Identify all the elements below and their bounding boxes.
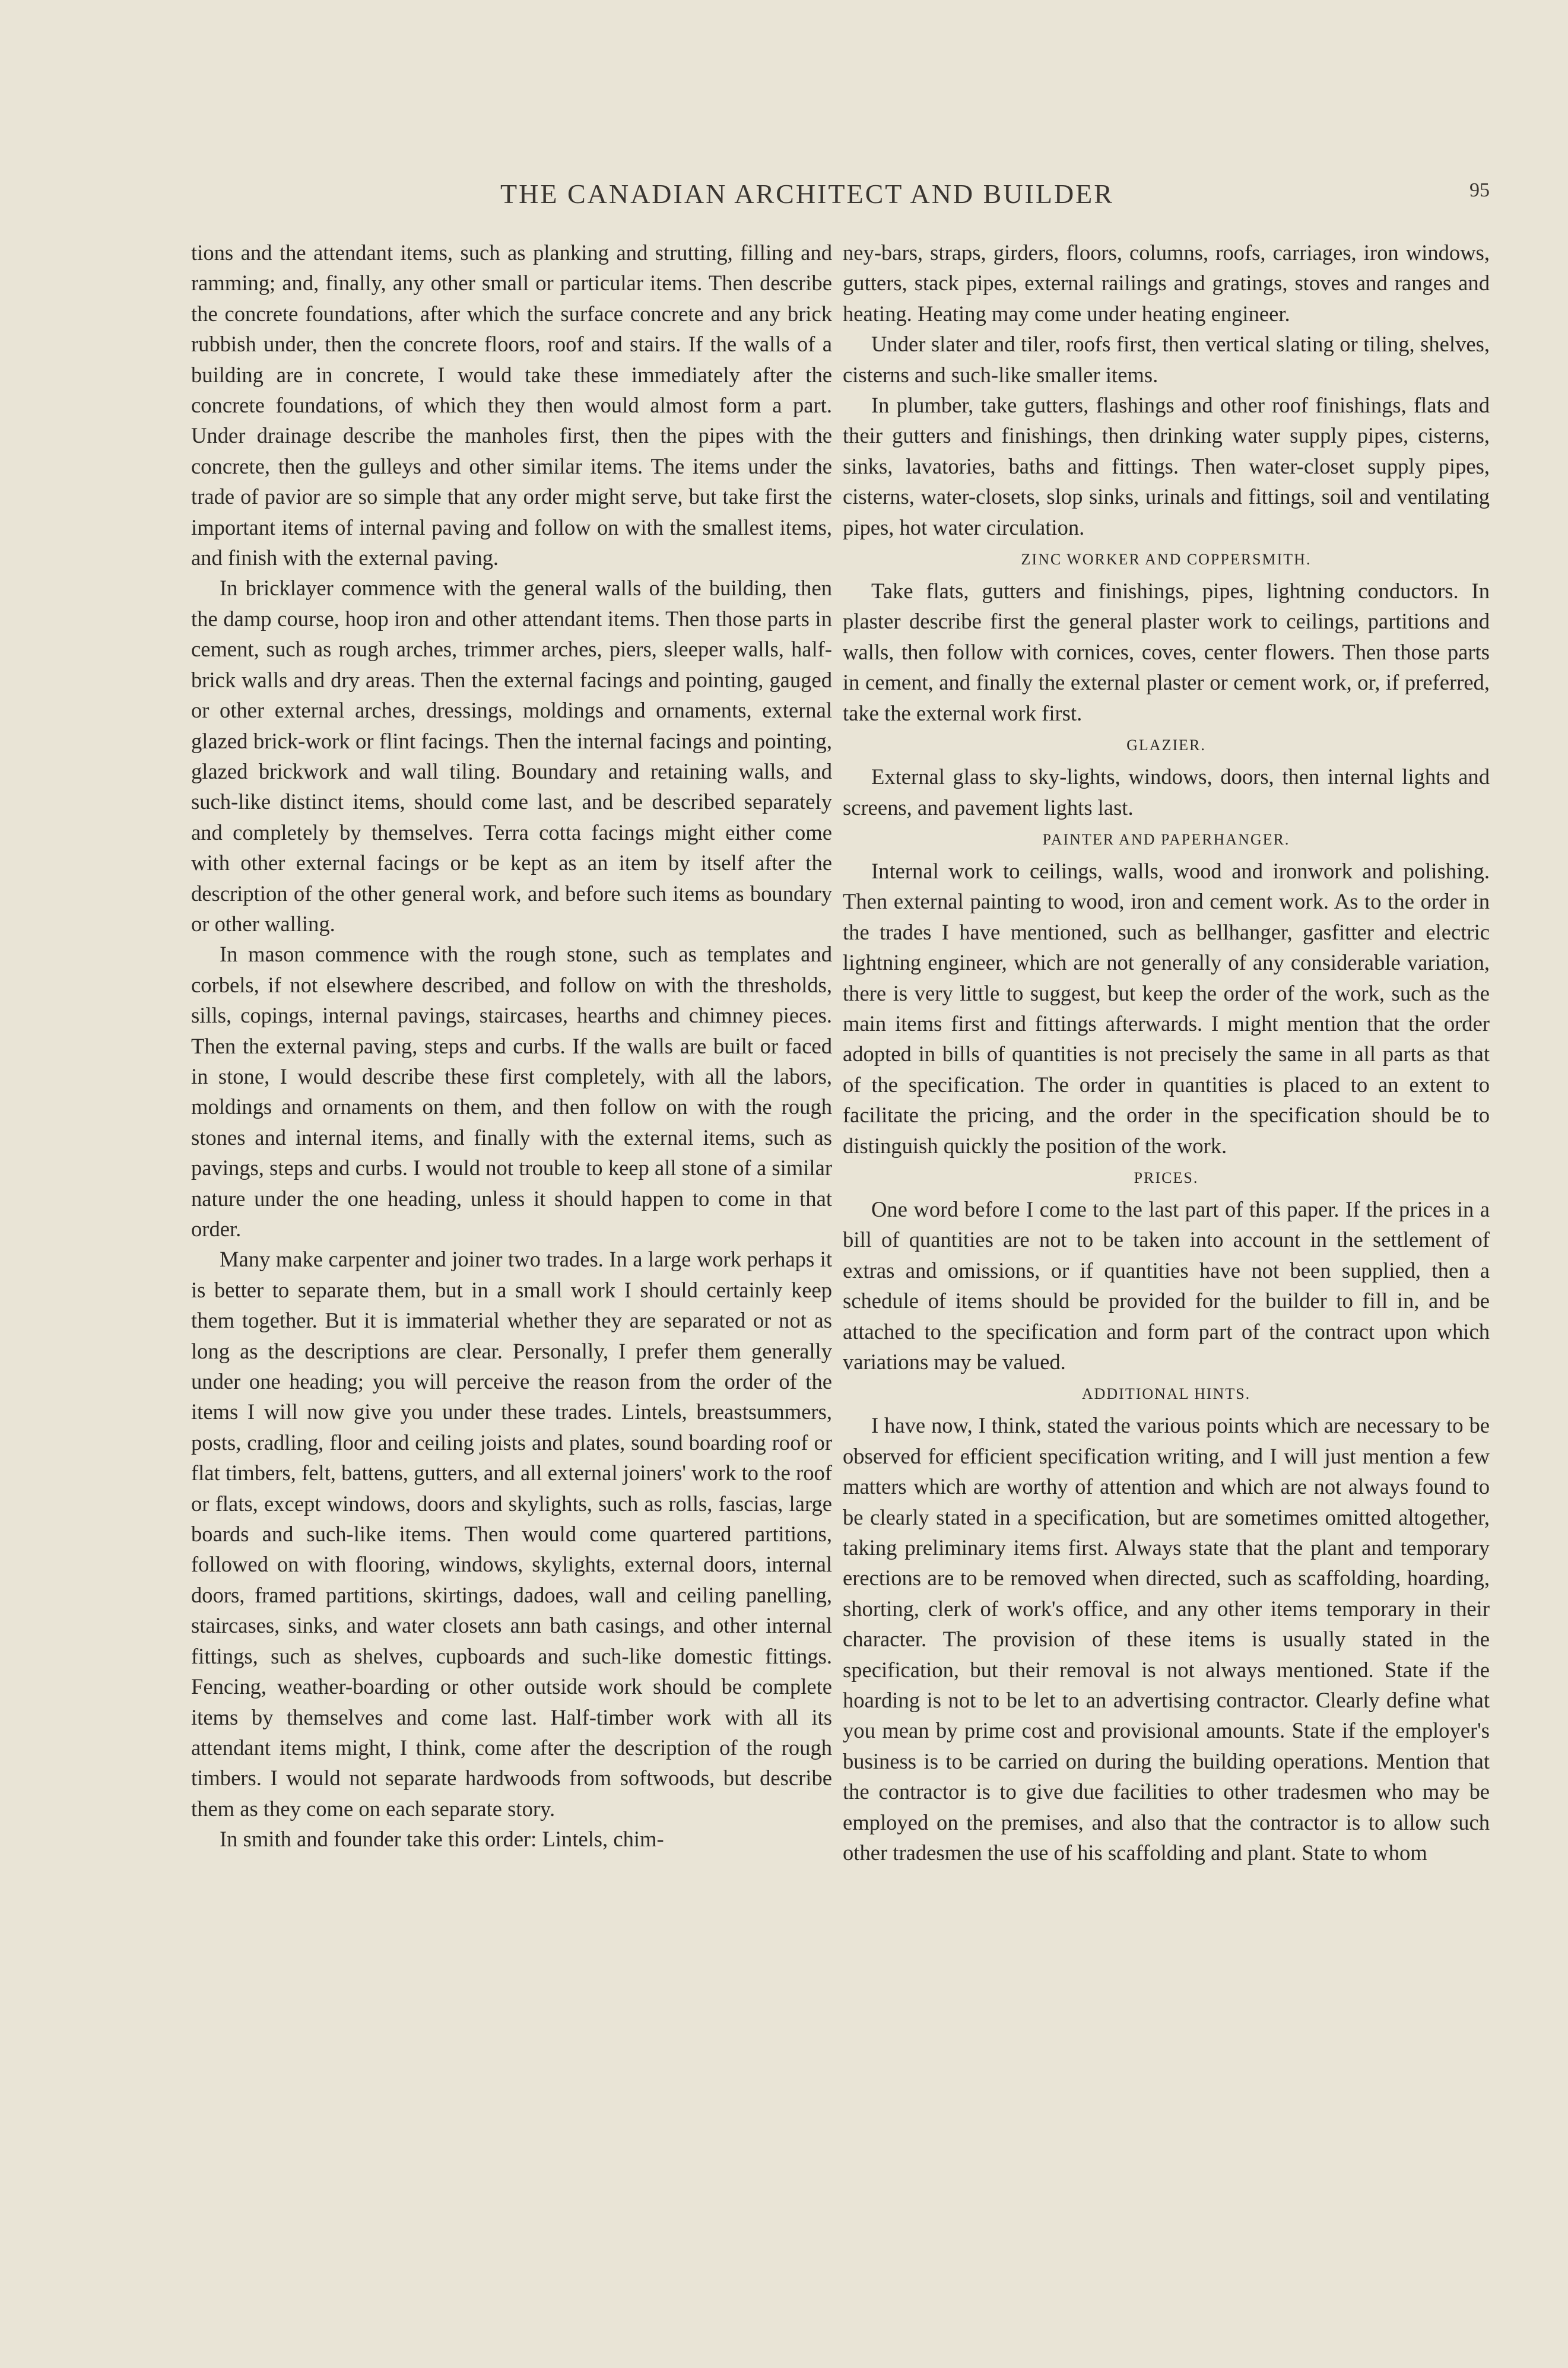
right-column xyxy=(843,237,1490,1868)
paragraph: Internal work to ceilings, walls, wood and ironwork and polishing. Then external painting to wood, iron and cement work. As to the order in the trades I have mentioned, such as bellhanger, gasfitter and electric lightning engineer, which are not generally of any considerable variation, there is very little to suggest, but keep the order of the work, such as the main items first and fittings afterwards. I might mention that the order adopted in bills of quantities is not precisely the same in all parts as that of the specification. The order in quantities is placed to an extent to facilitate the pricing, and the order in the specification should be to distinguish quickly the position of the work. xyxy=(843,858,1490,1158)
section-heading: GLAZIER. xyxy=(1126,737,1206,754)
running-title: THE CANADIAN ARCHITECT AND BUILDER xyxy=(500,179,1114,209)
paragraph: Many make carpenter and joiner two trades. In a large work perhaps it is better to separate them, but in a small work I should certainly keep them together. But it is immaterial whether they are separated or not as long as the descriptions are clear. Personally, I prefer them generally under one heading; you will perceive the reason from the order of the items I will now give you under these trades. Lintels, breastsummers, posts, cradling, floor and ceiling joists and plates, sound boarding roof or flat timbers, felt, battens, gutters, and all external joiners' work to the roof or flats, except windows, doors and skylights, such as rolls, fascias, large boards and such-like items. Then would come quartered partitions, followed on with flooring, windows, skylights, external doors, internal doors, framed partitions, skirtings, dadoes, wall and ceiling panelling, staircases, sinks, and water closets ann bath casings, and other internal fittings, such as shelves, cupboards and such-like domestic fittings. Fencing, weather-boarding or other outside work should be complete items by themselves and come last. Half-timber work with all its attendant items might, I think, come after the description of the rough timbers. I would not separate hardwoods from softwoods, but describe them as they come on each separate story. xyxy=(191,1247,832,1821)
paragraph: In bricklayer commence with the general walls of the building, then the damp course, hoop iron and other attendant items. Then those parts in cement, such as rough arches, trimmer arches, piers, sleeper walls, half-brick walls and dry areas. Then the external facings and pointing, gauged or other external arches, dressings, moldings and ornaments, external glazed brick-work or flint facings. Then the internal facings and pointing, glazed brickwork and wall tiling. Boundary and retaining walls, and such-like distinct items, should come last, and be described separately and completely by themselves. Terra cotta facings might either come with other external facings or be kept as an item by itself after the description of the other general work, and before such items as boundary or other walling. xyxy=(191,576,832,936)
paragraph: In plumber, take gutters, flashings and other roof finishings, flats and their gutters and finishings, then drinking water supply pipes, cisterns, sinks, lavatories, baths and fittings. Then water-closet supply pipes, cisterns, water-closets, slop sinks, urinals and fittings, soil and ventilating pipes, hot water circulation. xyxy=(843,393,1490,539)
paragraph: tions and the attendant items, such as planking and strutting, filling and ramming; and, finally, any other small or particular items. Then describe the concrete foundations, after which the surface concrete and any brick rubbish under, then the concrete floors, roof and stairs. If the walls of a building are in concrete, I would take these immediately after the concrete foundations, of which they then would almost form a part. Under drainage describe the manholes first, then the pipes with the concrete, then the gulleys and other similar items. The items under the trade of pavior are so simple that any order might serve, but take first the important items of internal paving and follow on with the smallest items, and finish with the external paving. xyxy=(191,240,832,570)
page-header xyxy=(190,178,1490,226)
paragraph: ney-bars, straps, girders, floors, columns, roofs, carriages, iron windows, gutters, stack pipes, external railings and gratings, stoves and ranges and heating. Heating may come under heating engineer. xyxy=(843,240,1490,326)
section-heading: PAINTER AND PAPERHANGER. xyxy=(1042,830,1290,848)
paragraph: External glass to sky-lights, windows, doors, then internal lights and screens, and pavement lights last. xyxy=(843,764,1490,820)
paragraph: Take flats, gutters and finishings, pipes, lightning conductors. In plaster describe first the general plaster work to ceilings, partitions and walls, then follow with cornices, coves, center flowers. Then those parts in cement, and finally the external plaster or cement work, or, if preferred, take the external work first. xyxy=(843,579,1490,725)
paragraph: Under slater and tiler, roofs first, then vertical slating or tiling, shelves, cisterns and such-like smaller items. xyxy=(843,332,1490,387)
section-heading: ADDITIONAL HINTS. xyxy=(1081,1385,1251,1403)
paragraph: In smith and founder take this order: Lintels, chim- xyxy=(220,1827,664,1852)
paragraph: One word before I come to the last part of this paper. If the prices in a bill of quantities are not to be taken into account in the settlement of extras and omissions, or if quantities have not been supplied, then a schedule of items should be provided for the builder to fill in, and be attached to the specification and form part of the contract upon which variations may be valued. xyxy=(843,1196,1490,1374)
page-number: 95 xyxy=(1469,179,1490,201)
paragraph: In mason commence with the rough stone, such as templates and corbels, if not elsewhere described, and follow on with the thresholds, sills, copings, internal pavings, staircases, hearths and chimney pieces. Then the external paving, steps and curbs. If the walls are built or faced in stone, I would describe these first completely, with all the labors, moldings and ornaments on them, and then follow on with the rough stones and internal items, and finally with the external items, such as pavings, steps and curbs. I would not trouble to keep all stone of a similar nature under the one heading, unless it should happen to come in that order. xyxy=(191,942,832,1241)
paragraph: I have now, I think, stated the various points which are necessary to be observed for efficient specification writing, and I will just mention a few matters which are worthy of attention and which are not always found to be clearly stated in a specification, but are sometimes omitted altogether, taking preliminary items first. Always state that the plant and temporary erections are to be removed when directed, such as scaffolding, hoarding, shorting, clerk of work's office, and any other items temporary in their character. The provision of these items is usually stated in the specification, but their removal is not always mentioned. State if the hoarding is not to be let to an advertising contractor. Clearly define what you mean by prime cost and provisional amounts. State if the employer's business is to be carried on during the building operations. Mention that the contractor is to give due facilities to other tradesmen who may be employed on the premises, and also that the contractor is to allow such other tradesmen the use of his scaffolding and plant. State to whom xyxy=(843,1413,1490,1865)
left-column xyxy=(191,237,832,1855)
section-heading: ZINC WORKER AND COPPERSMITH. xyxy=(1021,551,1312,569)
section-heading: PRICES. xyxy=(1134,1169,1199,1186)
